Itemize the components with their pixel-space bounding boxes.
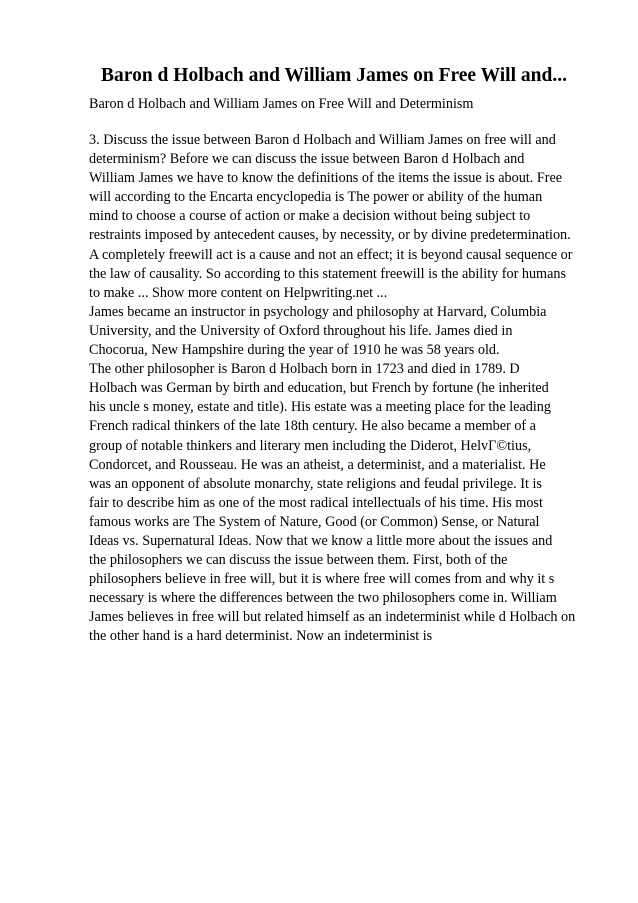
body-line: 3. Discuss the issue between Baron d Holbach and William James on free will and [89, 132, 556, 148]
document-body [89, 131, 629, 647]
body-line: The other philosopher is Baron d Holbach born in 1723 and died in 1789. D [89, 361, 520, 378]
body-line: necessary is where the differences between the two philosophers come in. William [89, 590, 557, 607]
body-line: University, and the University of Oxford throughout his life. James died in [89, 322, 513, 339]
body-line: A completely freewill act is a cause and not an effect; it is beyond causal sequence or [89, 246, 573, 263]
body-line: will according to the Encarta encyclopedia is The power or ability of the human [89, 189, 543, 206]
body-line: mind to choose a course of action or make a decision without being subject to [89, 208, 531, 225]
body-line: James became an instructor in psychology and philosophy at Harvard, Columbia [89, 303, 547, 320]
body-line: was an opponent of absolute monarchy, state religions and feudal privilege. It is [89, 475, 542, 492]
body-line: fair to describe him as one of the most radical intellectuals of his time. His most [89, 494, 543, 511]
body-line: Ideas vs. Supernatural Ideas. Now that we know a little more about the issues and [89, 532, 553, 549]
body-line: famous works are The System of Nature, Good (or Common) Sense, or Natural [89, 513, 540, 530]
document-subtitle: Baron d Holbach and William James on Free Will and Determinism [89, 96, 474, 112]
body-line: his uncle s money, estate and title). His estate was a meeting place for the leading [89, 399, 551, 416]
body-line: the law of causality. So according to this statement freewill is the ability for humans [89, 265, 566, 282]
body-line: the philosophers we can discuss the issue between them. First, both of the [89, 552, 508, 569]
body-line: restraints imposed by antecedent causes, by necessity, or by divine predetermination. [89, 227, 571, 244]
document-title: Baron d Holbach and William James on Free Will and... [101, 65, 567, 86]
body-line: to make ... Show more content on Helpwriting.net ... [89, 284, 388, 301]
body-line: the other hand is a hard determinist. Now an indeterminist is [89, 628, 433, 645]
body-line: James believes in free will but related himself as an indeterminist while d Holbach on [89, 609, 576, 626]
body-line: determinism? Before we can discuss the issue between Baron d Holbach and [89, 151, 525, 168]
body-line: philosophers believe in free will, but it is where free will comes from and why it s [89, 571, 555, 588]
body-line: William James we have to know the definitions of the items the issue is about. Free [89, 170, 563, 187]
body-line: Chocorua, New Hampshire during the year of 1910 he was 58 years old. [89, 342, 500, 359]
body-line: group of notable thinkers and literary men including the Diderot, HelvГ©tius, [89, 437, 532, 454]
body-line: Condorcet, and Rousseau. He was an atheist, a determinist, and a materialist. He [89, 456, 546, 473]
body-line: Holbach was German by birth and education, but French by fortune (he inherited [89, 380, 549, 397]
body-line: French radical thinkers of the late 18th century. He also became a member of a [89, 418, 536, 435]
